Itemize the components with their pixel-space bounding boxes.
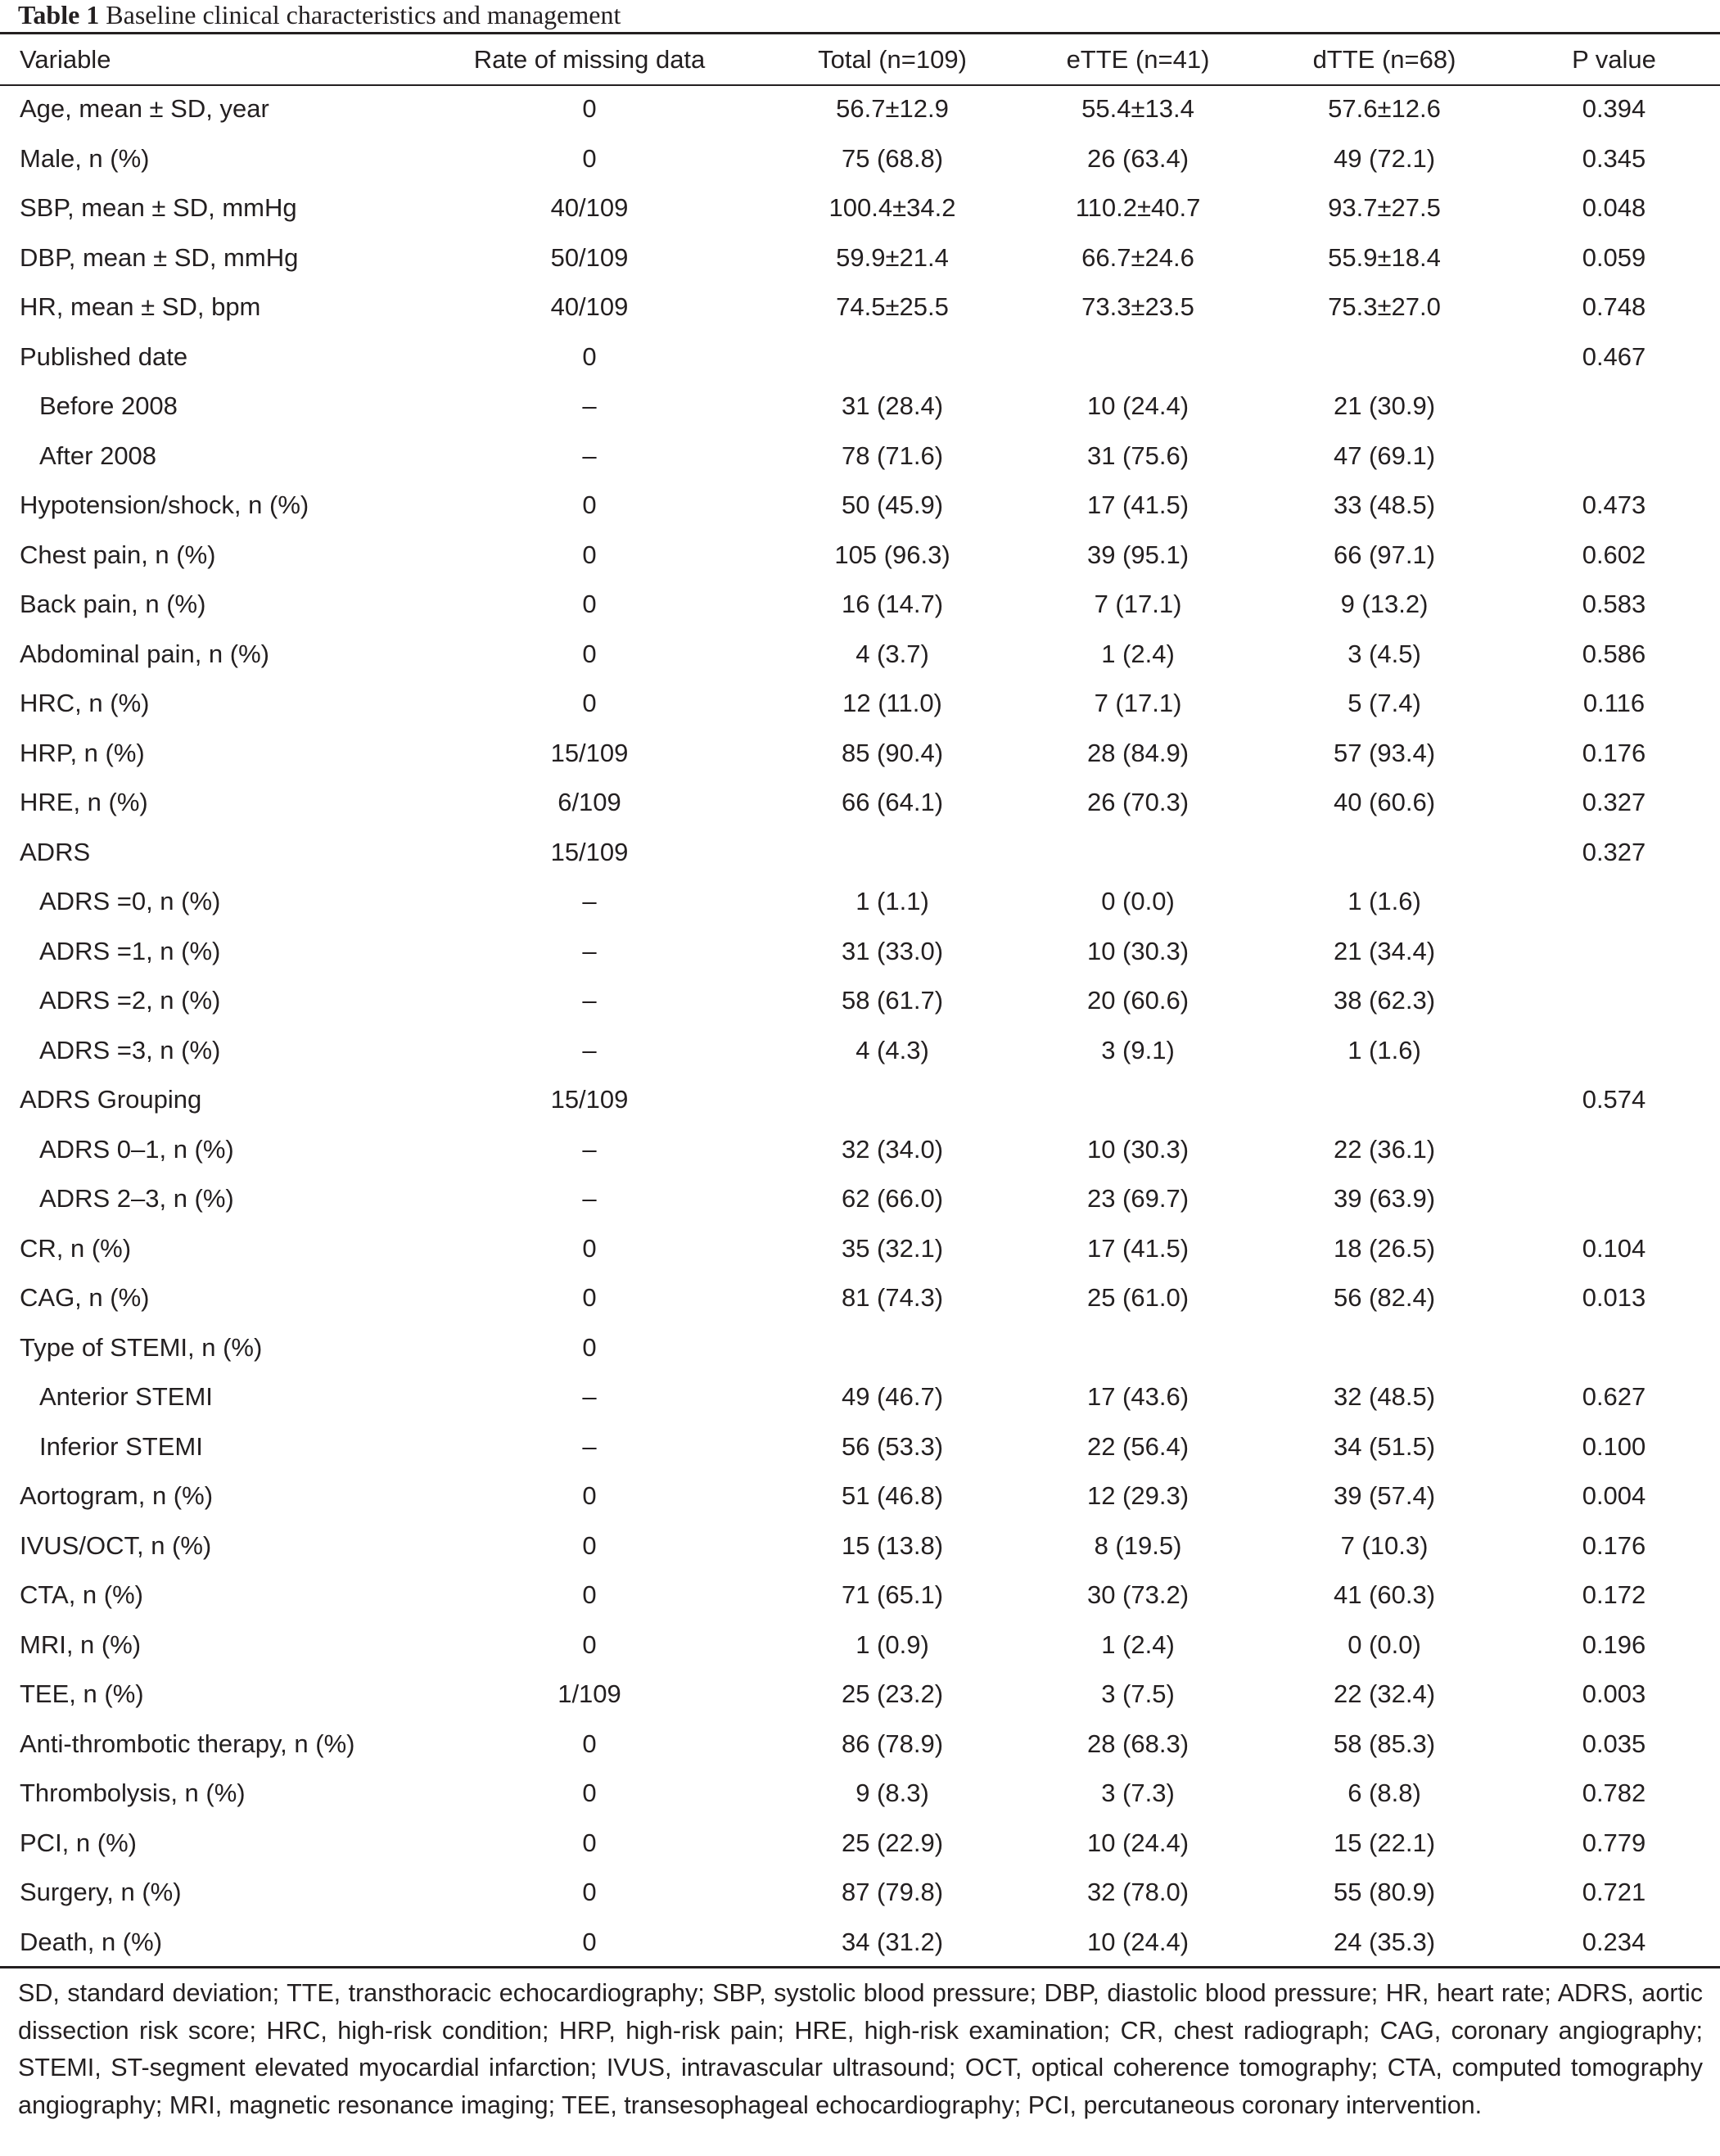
cell-total: 12 (11.0) [842,689,942,717]
cell-ette: 28 (84.9) [1086,738,1190,767]
cell-variable: HRP, n (%) [20,738,145,767]
cell-missing-rate: – [582,1035,597,1064]
cell-variable: After 2008 [39,441,157,470]
cell-p-value: 0.059 [1582,242,1646,272]
cell-ette: 1 (2.4) [1101,639,1175,668]
cell-dtte [1261,332,1508,382]
table-body [0,84,1720,1967]
cell-missing-rate: 0 [582,1629,597,1659]
cell-p-value: 0.104 [1582,1233,1646,1263]
cell-variable: ADRS =3, n (%) [39,1035,221,1064]
table-row [0,1224,1720,1274]
cell-missing-rate: 1/109 [558,1679,621,1708]
cell-missing-rate: 0 [582,1481,597,1510]
table-row [0,282,1720,332]
cell-variable: CAG, n (%) [20,1283,150,1312]
cell-total [770,1323,1015,1373]
cell-variable: Aortogram, n (%) [20,1481,214,1510]
cell-total: 35 (32.1) [841,1233,944,1263]
cell-p-value: 0.196 [1582,1629,1646,1659]
cell-ette: 73.3±23.5 [1081,292,1194,321]
cell-missing-rate: – [582,1382,597,1411]
cell-p-value: 0.627 [1582,1382,1646,1411]
cell-dtte: 3 (4.5) [1348,639,1421,668]
cell-variable: Anterior STEMI [39,1382,213,1411]
cell-missing-rate: 0 [582,1779,597,1807]
cell-p-value: 0.327 [1582,837,1646,866]
cell-total: 86 (78.9) [841,1729,944,1758]
table-row [0,531,1720,581]
cell-missing-rate: – [582,1134,597,1164]
table-row [0,877,1720,927]
cell-missing-rate: 0 [582,1283,597,1312]
cell-missing-rate: 0 [582,1580,597,1609]
cell-dtte: 9 (13.2) [1340,590,1429,618]
cell-p-value: 0.004 [1582,1481,1646,1510]
cell-dtte [1261,1075,1508,1125]
table-row [0,332,1720,382]
column-header-ette: eTTE (n=41) [1066,45,1210,74]
table-row [0,1769,1720,1819]
cell-ette: 20 (60.6) [1086,986,1190,1015]
cell-missing-rate: – [582,1431,597,1461]
cell-p-value: 0.116 [1582,689,1646,717]
cell-missing-rate: 15/109 [550,1085,629,1114]
cell-variable: Thrombolysis, n (%) [20,1779,246,1807]
cell-total: 15 (13.8) [841,1530,944,1560]
table-row [0,679,1720,729]
cell-total: 78 (71.6) [841,441,944,470]
cell-p-value: 0.048 [1582,193,1646,222]
cell-variable: ADRS =2, n (%) [39,986,221,1015]
cell-missing-rate: 0 [582,1878,597,1906]
cell-missing-rate: – [582,986,597,1015]
cell-missing-rate: 0 [582,639,597,668]
cell-missing-rate: 0 [582,1530,597,1560]
cell-ette: 39 (95.1) [1086,540,1190,569]
table-bottom-rule [0,1966,1720,1968]
cell-missing-rate: 0 [582,1233,597,1263]
cell-variable: TEE, n (%) [20,1679,144,1708]
cell-variable: CTA, n (%) [20,1580,143,1609]
cell-total: 4 (3.7) [855,639,929,668]
cell-total: 49 (46.7) [841,1382,944,1411]
cell-total: 56 (53.3) [841,1431,944,1461]
cell-variable: Before 2008 [39,391,178,420]
table-caption [18,0,621,29]
table-row [0,1422,1720,1472]
cell-p-value: 0.721 [1582,1878,1646,1906]
table-row [0,1918,1720,1968]
cell-p-value: 0.574 [1582,1085,1646,1114]
table-row [0,1125,1720,1175]
cell-total: 25 (23.2) [841,1679,944,1708]
cell-total: 56.7±12.9 [836,94,949,123]
cell-dtte [1261,1323,1508,1373]
cell-p-value: 0.779 [1582,1828,1646,1857]
cell-p-value [1508,432,1720,481]
cell-total: 1 (0.9) [855,1629,929,1659]
cell-p-value: 0.172 [1582,1580,1646,1609]
cell-total [770,828,1015,878]
cell-missing-rate: – [582,391,597,420]
cell-ette: 25 (61.0) [1086,1283,1190,1312]
table-row [0,1620,1720,1670]
cell-p-value: 0.345 [1582,143,1646,173]
cell-ette [1015,332,1261,382]
cell-missing-rate: 40/109 [550,193,629,222]
cell-variable: ADRS Grouping [20,1085,202,1114]
cell-total: 105 (96.3) [834,540,950,569]
cell-missing-rate: 0 [582,1729,597,1758]
table-row [0,630,1720,680]
cell-missing-rate: 40/109 [550,292,629,321]
table-row [0,1521,1720,1571]
cell-missing-rate: 0 [582,689,597,717]
cell-dtte: 34 (51.5) [1333,1431,1436,1461]
cell-missing-rate: 6/109 [558,788,621,816]
cell-p-value: 0.583 [1582,590,1646,618]
cell-missing-rate: – [582,441,597,470]
cell-ette: 8 (19.5) [1094,1530,1182,1560]
cell-dtte: 66 (97.1) [1333,540,1436,569]
cell-p-value: 0.782 [1582,1779,1646,1807]
cell-total: 66 (64.1) [841,788,944,816]
cell-dtte: 6 (8.8) [1348,1779,1421,1807]
table-row [0,1471,1720,1521]
cell-missing-rate: 0 [582,1332,597,1362]
cell-dtte: 55 (80.9) [1333,1878,1436,1906]
cell-p-value: 0.100 [1582,1431,1646,1461]
cell-dtte: 39 (57.4) [1333,1481,1436,1510]
cell-missing-rate: 0 [582,590,597,618]
cell-variable: HRC, n (%) [20,689,150,717]
cell-dtte: 55.9±18.4 [1328,242,1441,272]
cell-dtte: 21 (34.4) [1333,936,1436,965]
table-row [0,1323,1720,1373]
table-row [0,1868,1720,1918]
cell-p-value [1508,1026,1720,1076]
table-row [0,1670,1720,1720]
cell-total: 85 (90.4) [841,738,944,767]
cell-ette: 3 (9.1) [1101,1035,1175,1064]
table-row [0,1273,1720,1323]
cell-ette: 10 (24.4) [1086,1828,1190,1857]
cell-p-value: 0.467 [1582,341,1646,371]
table-row [0,729,1720,779]
cell-total: 59.9±21.4 [836,242,949,272]
cell-variable: MRI, n (%) [20,1629,142,1659]
cell-variable: Abdominal pain, n (%) [20,639,269,668]
cell-missing-rate: 0 [582,540,597,569]
table-row [0,1026,1720,1076]
cell-variable: Death, n (%) [20,1927,163,1956]
cell-ette [1015,828,1261,878]
table-row [0,84,1720,134]
cell-p-value: 0.013 [1582,1283,1646,1312]
cell-dtte: 18 (26.5) [1333,1233,1436,1263]
cell-ette: 28 (68.3) [1086,1729,1190,1758]
cell-p-value [1508,1323,1720,1373]
cell-ette: 3 (7.3) [1101,1779,1175,1807]
table-row [0,1174,1720,1224]
cell-ette: 26 (63.4) [1086,143,1190,173]
cell-p-value: 0.234 [1582,1927,1646,1956]
cell-ette: 10 (30.3) [1086,936,1190,965]
cell-missing-rate: 0 [582,94,597,123]
table-row [0,134,1720,184]
cell-missing-rate: 15/109 [550,738,629,767]
cell-total: 32 (34.0) [841,1134,944,1164]
cell-variable: ADRS =1, n (%) [39,936,221,965]
cell-total: 4 (4.3) [855,1035,929,1064]
cell-dtte: 58 (85.3) [1333,1729,1436,1758]
cell-variable: HRE, n (%) [20,788,148,816]
cell-ette: 12 (29.3) [1086,1481,1190,1510]
cell-missing-rate: 50/109 [550,242,629,272]
cell-ette: 55.4±13.4 [1081,94,1194,123]
table-row [0,927,1720,977]
cell-dtte: 38 (62.3) [1333,986,1436,1015]
cell-missing-rate: – [582,1184,597,1213]
cell-ette: 10 (24.4) [1086,1927,1190,1956]
table-row [0,580,1720,630]
cell-p-value: 0.035 [1582,1729,1646,1758]
cell-p-value: 0.176 [1582,1530,1646,1560]
cell-missing-rate: 0 [582,490,597,519]
cell-ette: 10 (24.4) [1086,391,1190,420]
column-header-total: Total (n=109) [818,45,967,74]
cell-ette: 31 (75.6) [1086,441,1190,470]
column-header-dtte: dTTE (n=68) [1312,45,1456,74]
table-row [0,1571,1720,1620]
cell-variable: Chest pain, n (%) [20,540,216,569]
cell-ette: 22 (56.4) [1086,1431,1190,1461]
cell-dtte: 75.3±27.0 [1328,292,1441,321]
cell-p-value: 0.602 [1582,540,1646,569]
cell-dtte: 40 (60.6) [1333,788,1436,816]
cell-missing-rate: 15/109 [550,837,629,866]
table-caption-label: Table 1 [18,0,100,29]
cell-total: 25 (22.9) [841,1828,944,1857]
cell-variable: Age, mean ± SD, year [20,94,269,123]
table-row [0,481,1720,531]
cell-variable: SBP, mean ± SD, mmHg [20,193,297,222]
cell-dtte: 56 (82.4) [1333,1283,1436,1312]
cell-total: 51 (46.8) [841,1481,944,1510]
cell-ette: 10 (30.3) [1086,1134,1190,1164]
cell-missing-rate: 0 [582,1927,597,1956]
cell-total: 31 (28.4) [841,391,944,420]
cell-ette: 26 (70.3) [1086,788,1190,816]
cell-ette: 110.2±40.7 [1075,193,1201,222]
cell-total: 74.5±25.5 [836,292,949,321]
cell-dtte: 22 (36.1) [1333,1134,1436,1164]
table-row [0,1819,1720,1869]
cell-missing-rate: – [582,936,597,965]
cell-variable: HR, mean ± SD, bpm [20,292,261,321]
cell-variable: Published date [20,341,188,371]
table-header-row [0,34,1720,84]
cell-p-value: 0.394 [1582,94,1646,123]
cell-total: 34 (31.2) [841,1927,944,1956]
cell-ette: 32 (78.0) [1086,1878,1190,1906]
cell-total: 87 (79.8) [841,1878,944,1906]
cell-p-value: 0.176 [1582,738,1646,767]
cell-variable: ADRS 0–1, n (%) [39,1134,234,1164]
cell-variable: ADRS 2–3, n (%) [39,1184,234,1213]
cell-variable: Type of STEMI, n (%) [20,1332,263,1362]
table-footnote: SD, standard deviation; TTE, transthoracic echocardiography; SBP, systolic blood pressure; DBP, diastolic blood pressure; HR, heart rate; ADRS, aortic dissection risk score; HRC, high-risk condition; HRP, high-risk pain; HRE, high-risk examination; CR, chest radiograph; CAG, coronary angiography; STEMI, ST-segment elevated myocardial infarction; IVUS, intravascular ultrasound; OCT, optical coherence tomography; CTA, computed tomography angiography; MRI, magnetic resonance imaging; TEE, transesophageal echocardiography; PCI, percutaneous coronary intervention. [18,1979,1703,2119]
cell-variable: Anti-thrombotic therapy, n (%) [20,1729,355,1758]
cell-dtte: 57.6±12.6 [1328,94,1441,123]
cell-variable: DBP, mean ± SD, mmHg [20,242,299,272]
cell-variable: Hypotension/shock, n (%) [20,490,309,519]
cell-total: 75 (68.8) [841,143,944,173]
cell-ette: 0 (0.0) [1101,887,1175,915]
cell-total: 9 (8.3) [855,1779,929,1807]
cell-p-value [1508,877,1720,927]
table-row [0,778,1720,828]
cell-dtte: 47 (69.1) [1333,441,1436,470]
table-row [0,382,1720,432]
cell-variable: PCI, n (%) [20,1828,137,1857]
column-header-p-value: P value [1572,45,1656,74]
cell-dtte: 1 (1.6) [1348,887,1421,915]
cell-ette [1015,1075,1261,1125]
cell-total: 62 (66.0) [841,1184,944,1213]
cell-dtte: 7 (10.3) [1340,1530,1429,1560]
cell-total: 1 (1.1) [855,887,929,915]
cell-dtte: 24 (35.3) [1333,1927,1436,1956]
cell-total [770,332,1015,382]
cell-ette: 17 (41.5) [1086,490,1190,519]
cell-total: 50 (45.9) [841,490,944,519]
cell-total: 58 (61.7) [841,986,944,1015]
cell-total: 31 (33.0) [841,936,944,965]
cell-missing-rate: 0 [582,143,597,173]
baseline-characteristics-table [0,34,1720,1967]
table-row [0,976,1720,1026]
cell-ette: 17 (41.5) [1086,1233,1190,1263]
cell-variable: ADRS [20,837,91,866]
cell-total: 100.4±34.2 [828,193,956,222]
cell-variable: Inferior STEMI [39,1431,203,1461]
cell-dtte: 5 (7.4) [1348,689,1421,717]
cell-missing-rate: 0 [582,1828,597,1857]
cell-total: 71 (65.1) [841,1580,944,1609]
cell-p-value: 0.586 [1582,639,1646,668]
cell-total: 81 (74.3) [841,1283,944,1312]
cell-p-value: 0.003 [1582,1679,1646,1708]
cell-dtte [1261,828,1508,878]
cell-p-value: 0.748 [1582,292,1646,321]
column-header-missing-rate: Rate of missing data [473,45,706,74]
cell-p-value [1508,976,1720,1026]
cell-ette: 17 (43.6) [1086,1382,1190,1411]
cell-dtte: 57 (93.4) [1333,738,1436,767]
cell-variable: Surgery, n (%) [20,1878,182,1906]
cell-variable: Male, n (%) [20,143,150,173]
cell-dtte: 1 (1.6) [1348,1035,1421,1064]
cell-ette: 7 (17.1) [1094,590,1182,618]
cell-total [770,1075,1015,1125]
column-header-variable: Variable [20,45,111,74]
cell-dtte: 41 (60.3) [1333,1580,1436,1609]
cell-ette: 23 (69.7) [1086,1184,1190,1213]
cell-dtte: 39 (63.9) [1333,1184,1436,1213]
cell-dtte: 33 (48.5) [1333,490,1436,519]
cell-variable: ADRS =0, n (%) [39,887,221,915]
cell-p-value [1508,382,1720,432]
cell-dtte: 32 (48.5) [1333,1382,1436,1411]
cell-dtte: 15 (22.1) [1333,1828,1436,1857]
table-caption-title: Baseline clinical characteristics and management [106,0,621,29]
cell-dtte: 93.7±27.5 [1328,193,1441,222]
cell-dtte: 0 (0.0) [1348,1629,1421,1659]
cell-dtte: 49 (72.1) [1333,143,1436,173]
cell-dtte: 21 (30.9) [1333,391,1436,420]
cell-p-value [1508,927,1720,977]
cell-ette: 7 (17.1) [1094,689,1182,717]
cell-ette [1015,1323,1261,1373]
cell-dtte: 22 (32.4) [1333,1679,1436,1708]
cell-variable: Back pain, n (%) [20,590,206,618]
table-row [0,1372,1720,1422]
cell-total: 16 (14.7) [841,590,944,618]
table-row [0,828,1720,878]
table-row [0,233,1720,283]
cell-variable: IVUS/OCT, n (%) [20,1530,212,1560]
cell-p-value [1508,1174,1720,1224]
table-row [0,1720,1720,1770]
cell-p-value: 0.473 [1582,490,1646,519]
table-row [0,1075,1720,1125]
table-row [0,183,1720,233]
cell-missing-rate: 0 [582,341,597,371]
cell-missing-rate: – [582,887,597,915]
cell-ette: 66.7±24.6 [1081,242,1194,272]
cell-p-value: 0.327 [1582,788,1646,816]
cell-ette: 30 (73.2) [1086,1580,1190,1609]
cell-variable: CR, n (%) [20,1233,132,1263]
table-row [0,432,1720,481]
cell-ette: 3 (7.5) [1101,1679,1175,1708]
cell-ette: 1 (2.4) [1101,1629,1175,1659]
cell-p-value [1508,1125,1720,1175]
